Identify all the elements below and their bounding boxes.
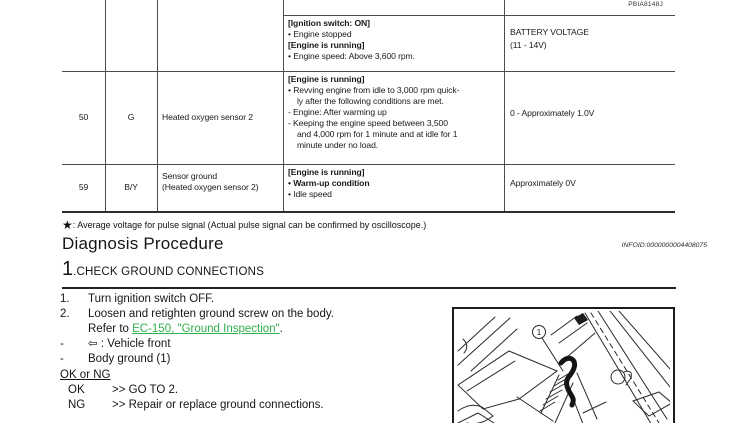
text-line: • Engine speed: Above 3,600 rpm.	[288, 51, 415, 61]
table-column-divider	[157, 0, 158, 211]
condition-cell	[288, 74, 500, 151]
text-line: [Ignition switch: ON]	[288, 18, 370, 28]
table-footnote	[62, 217, 426, 231]
value-cell	[510, 108, 670, 119]
procedure-step	[60, 307, 450, 322]
figure-code: PBIA8148J	[628, 1, 663, 8]
value-cell	[510, 178, 670, 189]
text-line: (Heated oxygen sensor 2)	[162, 182, 259, 192]
refer-line	[60, 322, 450, 337]
step-marker: 2.	[60, 308, 70, 320]
item-cell	[162, 171, 282, 193]
note-label: : Vehicle front	[97, 338, 171, 350]
footnote-text: : Average voltage for pulse signal (Actual pulse signal can be confirmed by oscilloscope.)	[72, 220, 427, 230]
wire-color: B/Y	[124, 182, 138, 192]
text-line: Sensor ground	[162, 171, 218, 181]
text-line: minute under no load.	[297, 140, 379, 150]
ground-wire-shape	[561, 358, 575, 405]
infoid-label: INFOID:0000000004408075	[621, 242, 707, 249]
ground-location-illustration	[452, 307, 675, 423]
procedure-step	[60, 292, 450, 307]
dash-marker: -	[60, 353, 64, 365]
condition-cell	[288, 18, 500, 62]
text-line: (11 - 14V)	[510, 40, 547, 50]
note-item	[60, 337, 450, 352]
text-line: and 4,000 rpm for 1 minute and at idle for 1	[297, 129, 458, 139]
callout-number: 1	[536, 328, 542, 337]
ok-or-ng-label: OK or NG	[60, 369, 111, 381]
result-row	[60, 383, 450, 398]
text-line: [Engine is running]	[288, 74, 365, 84]
refer-prefix: Refer to	[88, 323, 133, 335]
note-text	[88, 337, 450, 352]
text-line: [Engine is running]	[288, 40, 365, 50]
condition-cell	[288, 167, 500, 200]
result-label: OK	[68, 384, 85, 396]
text-line: 0 - Approximately 1.0V	[510, 108, 595, 118]
step-text: Turn ignition switch OFF.	[88, 293, 215, 305]
step-marker: 1.	[60, 293, 70, 305]
result-row	[60, 398, 450, 413]
star-icon: ★	[62, 218, 73, 232]
table-bottom-border	[62, 211, 675, 213]
text-line: - Keeping the engine speed between 3,500	[288, 118, 448, 128]
text-line: [Engine is running]	[288, 167, 365, 177]
table-column-divider	[283, 0, 284, 211]
terminal-number: 59	[78, 182, 89, 192]
text-line: Heated oxygen sensor 2	[162, 112, 253, 122]
table-row-divider	[62, 164, 675, 165]
note-item	[60, 352, 450, 367]
step-dot: .	[73, 266, 77, 278]
terminal-number: 50	[78, 112, 89, 122]
result-action: >> Repair or replace ground connections.	[112, 399, 324, 411]
text-line: - Engine: After warming up	[288, 107, 387, 117]
text-line: BATTERY VOLTAGE	[510, 27, 589, 37]
text-line: • Engine stopped	[288, 29, 352, 39]
text-line: • Warm-up condition	[288, 178, 370, 188]
engine-bay-line-art	[455, 311, 670, 423]
table-column-divider	[504, 0, 505, 211]
wire-color: G	[127, 112, 135, 122]
vehicle-front-arrow-icon: ⇦	[88, 338, 98, 350]
procedure-list	[60, 292, 450, 413]
text-line: • Idle speed	[288, 189, 332, 199]
text-line: • Revving engine from idle to 3,000 rpm quick-	[288, 85, 460, 95]
dash-marker: -	[60, 338, 64, 350]
section-title: Diagnosis Procedure	[62, 234, 224, 253]
value-cell	[510, 26, 670, 52]
result-label: NG	[68, 399, 86, 411]
text-line: Approximately 0V	[510, 178, 576, 188]
table-row-divider	[283, 15, 675, 16]
item-cell	[162, 112, 280, 123]
refer-suffix: .	[279, 323, 283, 335]
step-heading-rule	[62, 287, 676, 289]
text-line: ly after the following conditions are met.	[297, 96, 444, 106]
step-number: 1	[62, 258, 74, 280]
note-text: Body ground (1)	[88, 353, 171, 365]
ground-inspection-link[interactable]: EC-150, "Ground Inspection"	[132, 323, 280, 335]
step-heading	[62, 258, 264, 280]
table-column-divider	[105, 0, 106, 211]
result-action: >> GO TO 2.	[112, 384, 179, 396]
step-text: Loosen and retighten ground screw on the body.	[88, 308, 334, 320]
step-title: CHECK GROUND CONNECTIONS	[76, 266, 265, 278]
table-row-divider	[62, 71, 675, 72]
